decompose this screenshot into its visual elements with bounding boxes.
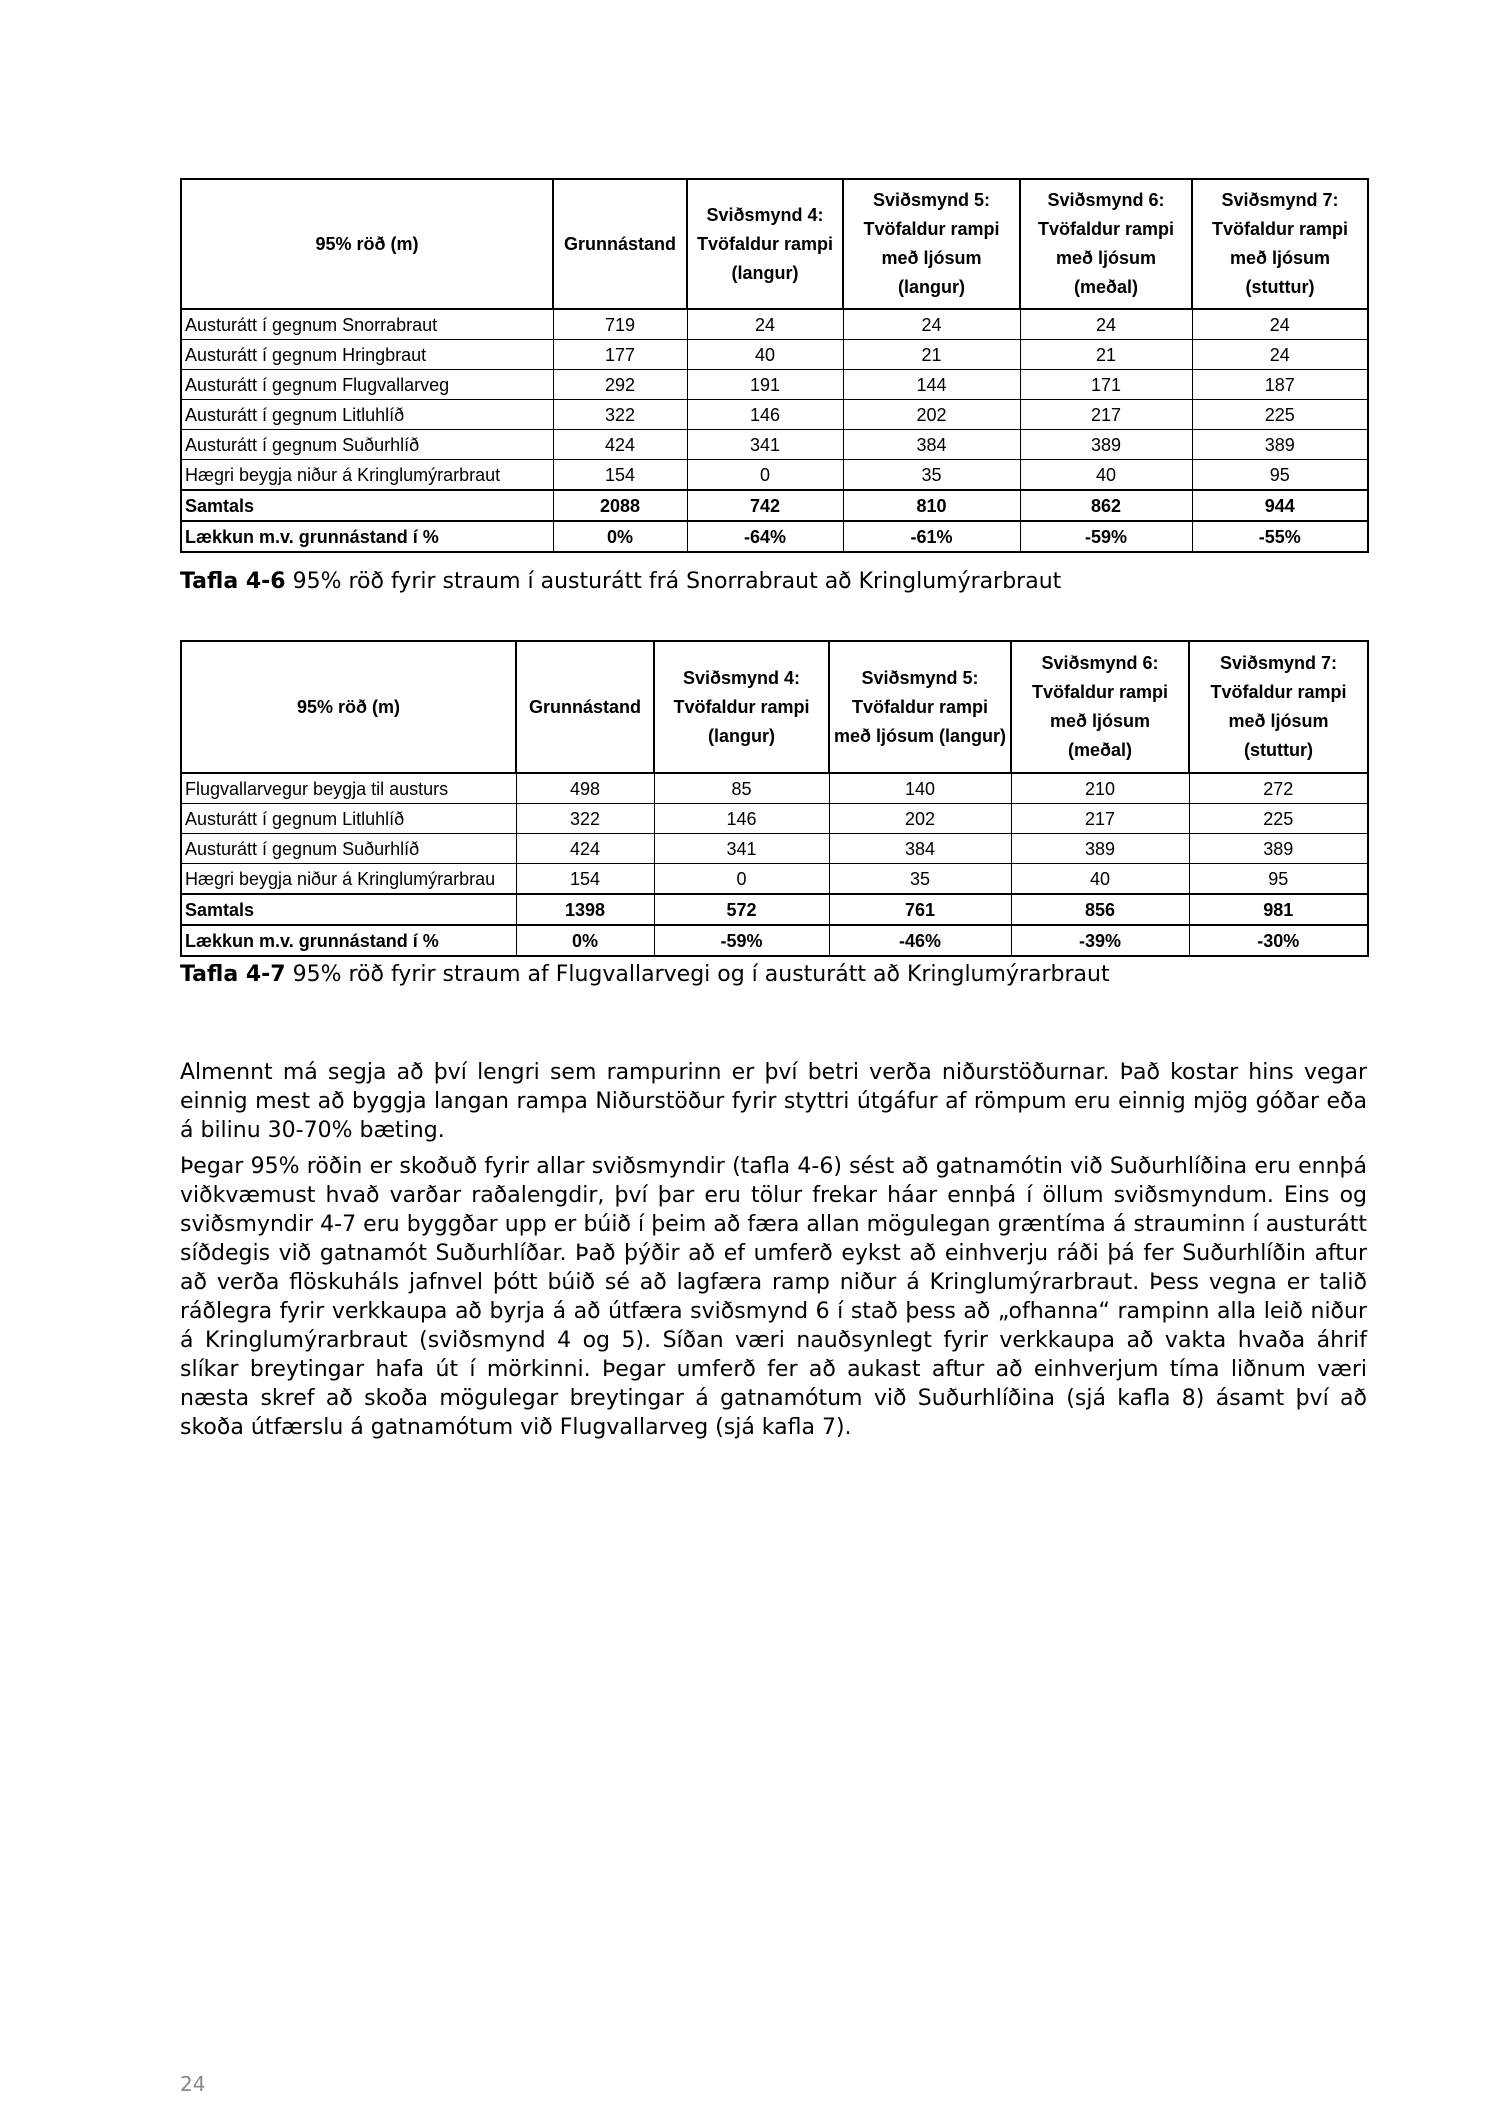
table-cell: 2088 bbox=[553, 490, 687, 521]
table-header-row bbox=[181, 179, 1368, 309]
total-row bbox=[181, 894, 1368, 925]
caption-label: Tafla 4-7 bbox=[180, 962, 286, 987]
table-cell: 0 bbox=[687, 460, 843, 491]
table-cell: 40 bbox=[1011, 864, 1189, 895]
table-cell: 146 bbox=[687, 400, 843, 430]
row-label: Hægri beygja niður á Kringlumýrarbrau bbox=[181, 864, 516, 895]
header-cell: 95% röð (m) bbox=[181, 179, 553, 309]
page-number: 24 bbox=[180, 2072, 206, 2096]
table-cell: 389 bbox=[1189, 834, 1368, 864]
table-cell: 292 bbox=[553, 370, 687, 400]
table-cell: 210 bbox=[1011, 773, 1189, 804]
table-cell: 40 bbox=[687, 340, 843, 370]
table-row bbox=[181, 340, 1368, 370]
header-cell: Sviðsmynd 7: Tvöfaldur rampi með ljósum (stuttur) bbox=[1189, 641, 1368, 773]
table-cell: 217 bbox=[1011, 804, 1189, 834]
table-cell: -55% bbox=[1192, 521, 1368, 552]
table-cell: -61% bbox=[843, 521, 1020, 552]
table-cell: 202 bbox=[843, 400, 1020, 430]
row-label: Hægri beygja niður á Kringlumýrarbraut bbox=[181, 460, 553, 491]
table-cell: 0% bbox=[553, 521, 687, 552]
table-cell: 40 bbox=[1020, 460, 1192, 491]
row-label: Austurátt í gegnum Hringbraut bbox=[181, 340, 553, 370]
table-cell: 85 bbox=[654, 773, 829, 804]
table-cell: 761 bbox=[829, 894, 1011, 925]
row-label: Samtals bbox=[181, 490, 553, 521]
table-cell: 862 bbox=[1020, 490, 1192, 521]
table-row bbox=[181, 773, 1368, 804]
table-cell: -39% bbox=[1011, 925, 1189, 956]
table-cell: -30% bbox=[1189, 925, 1368, 956]
header-cell: Grunnástand bbox=[516, 641, 654, 773]
table-row bbox=[181, 834, 1368, 864]
table-cell: 217 bbox=[1020, 400, 1192, 430]
table-cell: 322 bbox=[516, 804, 654, 834]
table-cell: 24 bbox=[1192, 309, 1368, 340]
table-cell: 719 bbox=[553, 309, 687, 340]
table-cell: 272 bbox=[1189, 773, 1368, 804]
body-paragraph: Þegar 95% röðin er skoðuð fyrir allar sviðsmyndir (tafla 4-6) sést að gatnamótin við Suðurhlíðina eru ennþá viðkvæmust hvað varðar raðalengdir, því þar eru tölur frekar háar ennþá í öllum sviðsmyndum. Eins og sviðsmyndir 4-7 eru byggðar upp er búið í þeim að færa allan mögulegan græntíma á strauminn í austurátt síðdegis við gatnamót Suðurhlíðar. Það þýðir að ef umferð eykst að einhverju ráði þá fer Suðurhlíðin aftur að verða flöskuháls jafnvel þótt búið sé að lagfæra ramp niður á Kringlumýrarbraut. Þess vegna er talið ráðlegra fyrir verkkaupa að byrja á að útfæra sviðsmynd 6 í stað þess að „ofhanna“ rampinn alla leið niður á Kringlumýrarbraut (sviðsmynd 4 og 5). Síðan væri nauðsynlegt fyrir verkkaupa að vakta hvaða áhrif slíkar breytingar hafa út í mörkinni. Þegar umferð fer að aukast aftur að einhverjum tíma liðnum væri næsta skref að skoða mögulegar breytingar á gatnamótum við Suðurhlíðina (sjá kafla 8) ásamt því að skoða útfærslu á gatnamótum við Flugvallarveg (sjá kafla 7). bbox=[180, 1154, 1367, 1440]
table-cell: 0 bbox=[654, 864, 829, 895]
table-cell: 810 bbox=[843, 490, 1020, 521]
row-label: Austurátt í gegnum Suðurhlíð bbox=[181, 834, 516, 864]
table-cell: 191 bbox=[687, 370, 843, 400]
table-cell: 144 bbox=[843, 370, 1020, 400]
table-cell: 187 bbox=[1192, 370, 1368, 400]
total-row bbox=[181, 490, 1368, 521]
table-cell: 171 bbox=[1020, 370, 1192, 400]
table-cell: 95 bbox=[1189, 864, 1368, 895]
table-cell: 202 bbox=[829, 804, 1011, 834]
row-label: Austurátt í gegnum Litluhlíð bbox=[181, 804, 516, 834]
row-label: Lækkun m.v. grunnástand í % bbox=[181, 925, 516, 956]
table-cell: 24 bbox=[843, 309, 1020, 340]
table-cell: 95 bbox=[1192, 460, 1368, 491]
table-cell: 572 bbox=[654, 894, 829, 925]
table-cell: 146 bbox=[654, 804, 829, 834]
table-cell: 384 bbox=[843, 430, 1020, 460]
table-cell: -59% bbox=[1020, 521, 1192, 552]
table-cell: 21 bbox=[1020, 340, 1192, 370]
row-label: Samtals bbox=[181, 894, 516, 925]
caption-text: 95% röð fyrir straum af Flugvallarvegi og í austurátt að Kringlumýrarbraut bbox=[285, 962, 1110, 987]
table-cell: 1398 bbox=[516, 894, 654, 925]
table-cell: 154 bbox=[516, 864, 654, 895]
table-cell: 154 bbox=[553, 460, 687, 491]
header-cell: Sviðsmynd 5: Tvöfaldur rampi með ljósum (langur) bbox=[843, 179, 1020, 309]
table-cell: 177 bbox=[553, 340, 687, 370]
header-cell: Sviðsmynd 7: Tvöfaldur rampi með ljósum (stuttur) bbox=[1192, 179, 1368, 309]
table-cell: 944 bbox=[1192, 490, 1368, 521]
row-label: Austurátt í gegnum Suðurhlíð bbox=[181, 430, 553, 460]
row-label: Austurátt í gegnum Flugvallarveg bbox=[181, 370, 553, 400]
header-cell: Sviðsmynd 5: Tvöfaldur rampi með ljósum (langur) bbox=[829, 641, 1011, 773]
table-cell: 0% bbox=[516, 925, 654, 956]
table-cell: 35 bbox=[843, 460, 1020, 491]
table-cell: 981 bbox=[1189, 894, 1368, 925]
table-cell: 140 bbox=[829, 773, 1011, 804]
reduction-row bbox=[181, 925, 1368, 956]
table-cell: -59% bbox=[654, 925, 829, 956]
row-label: Austurátt í gegnum Litluhlíð bbox=[181, 400, 553, 430]
table-row bbox=[181, 460, 1368, 491]
table-cell: 341 bbox=[687, 430, 843, 460]
table-cell: 424 bbox=[516, 834, 654, 864]
header-cell: Sviðsmynd 4: Tvöfaldur rampi (langur) bbox=[687, 179, 843, 309]
table-cell: 24 bbox=[1192, 340, 1368, 370]
table-row bbox=[181, 430, 1368, 460]
table-caption-4-7 bbox=[180, 961, 1110, 989]
table-row bbox=[181, 309, 1368, 340]
reduction-row bbox=[181, 521, 1368, 552]
table-cell: -64% bbox=[687, 521, 843, 552]
table-row bbox=[181, 370, 1368, 400]
table-cell: 498 bbox=[516, 773, 654, 804]
table-cell: 424 bbox=[553, 430, 687, 460]
header-cell: Grunnástand bbox=[553, 179, 687, 309]
header-cell: Sviðsmynd 6: Tvöfaldur rampi með ljósum (meðal) bbox=[1011, 641, 1189, 773]
row-label: Flugvallarvegur beygja til austurs bbox=[181, 773, 516, 804]
table-cell: 389 bbox=[1011, 834, 1189, 864]
table-cell: 384 bbox=[829, 834, 1011, 864]
table-row bbox=[181, 804, 1368, 834]
table-cell: 856 bbox=[1011, 894, 1189, 925]
table-cell: 322 bbox=[553, 400, 687, 430]
header-cell: 95% röð (m) bbox=[181, 641, 516, 773]
header-cell: Sviðsmynd 4: Tvöfaldur rampi (langur) bbox=[654, 641, 829, 773]
table-cell: 341 bbox=[654, 834, 829, 864]
table-cell: 24 bbox=[1020, 309, 1192, 340]
table-cell: 389 bbox=[1020, 430, 1192, 460]
queue-table-4-7 bbox=[180, 640, 1369, 957]
queue-table-4-6 bbox=[180, 178, 1369, 553]
table-cell: 225 bbox=[1189, 804, 1368, 834]
caption-label: Tafla 4-6 bbox=[180, 569, 286, 594]
header-cell: Sviðsmynd 6: Tvöfaldur rampi með ljósum (meðal) bbox=[1020, 179, 1192, 309]
table-caption-4-6 bbox=[180, 568, 1061, 596]
caption-text: 95% röð fyrir straum í austurátt frá Snorrabraut að Kringlumýrarbraut bbox=[285, 569, 1062, 594]
table-cell: -46% bbox=[829, 925, 1011, 956]
row-label: Lækkun m.v. grunnástand í % bbox=[181, 521, 553, 552]
body-paragraph: Almennt má segja að því lengri sem rampurinn er því betri verða niðurstöðurnar. Það kostar hins vegar einnig mest að byggja langan rampa Niðurstöður fyrir styttri útgáfur af römpum eru einnig mjög góðar eða á bilinu 30-70% bæting. bbox=[180, 1060, 1367, 1143]
table-row bbox=[181, 400, 1368, 430]
table-header-row bbox=[181, 641, 1368, 773]
row-label: Austurátt í gegnum Snorrabraut bbox=[181, 309, 553, 340]
table-cell: 742 bbox=[687, 490, 843, 521]
table-cell: 24 bbox=[687, 309, 843, 340]
table-row bbox=[181, 864, 1368, 895]
table-cell: 389 bbox=[1192, 430, 1368, 460]
table-cell: 225 bbox=[1192, 400, 1368, 430]
table-cell: 21 bbox=[843, 340, 1020, 370]
table-cell: 35 bbox=[829, 864, 1011, 895]
